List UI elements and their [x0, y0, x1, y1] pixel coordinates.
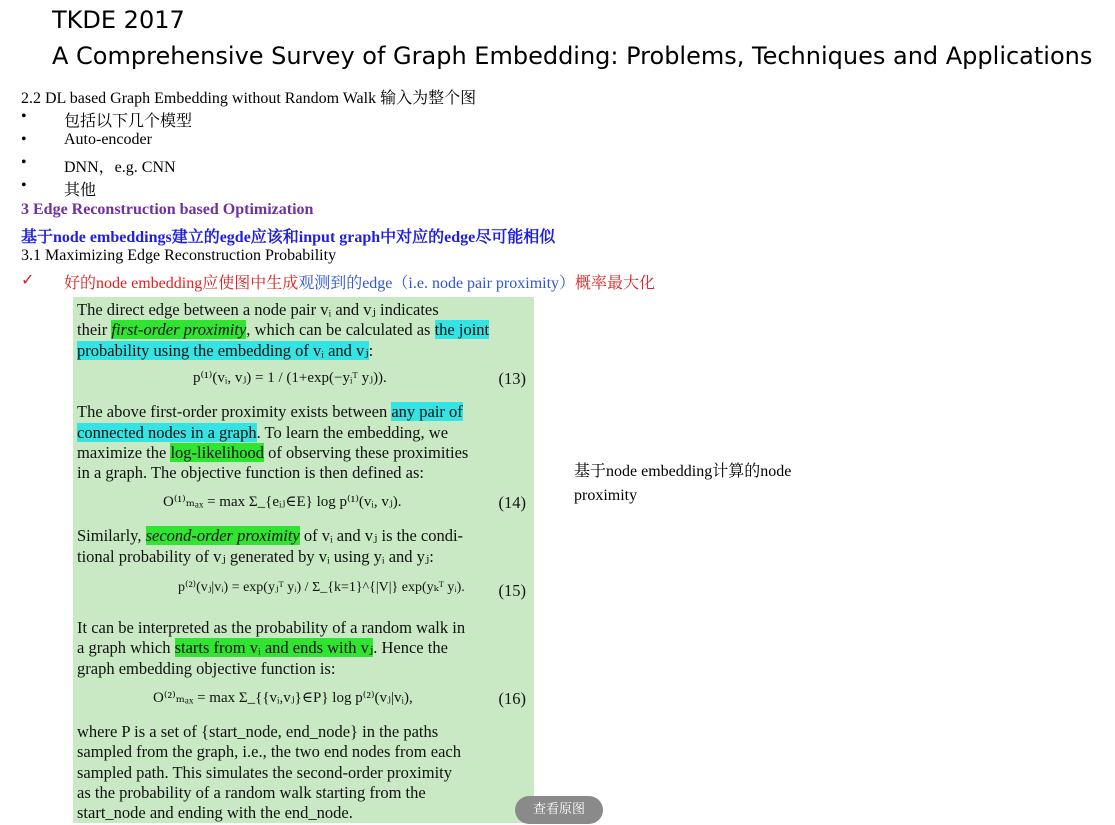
text: of vᵢ and vⱼ is the condi- — [299, 526, 464, 545]
highlight-joint: the joint — [434, 320, 490, 339]
paper-line: The direct edge between a node pair vᵢ and vⱼ indicates — [77, 300, 439, 319]
section-3-heading: 3 Edge Reconstruction based Optimization — [21, 201, 314, 218]
equation-16: O⁽²⁾ₘₐₓ = max Σ_{{vᵢ,vⱼ}∈P} log p⁽²⁾(vⱼ|vᵢ), — [153, 690, 413, 706]
text: , which can be calculated as — [246, 320, 435, 339]
check-item — [21, 270, 656, 292]
paper-line: sampled from the graph, i.e., the two end nodes from each — [77, 742, 461, 761]
equation-15: p⁽²⁾(vⱼ|vᵢ) = exp(yⱼᵀ yᵢ) / Σ_{k=1}^{|V|} exp(yₖᵀ yᵢ). — [178, 580, 465, 595]
text: their — [77, 320, 112, 339]
bullet-marker: • — [21, 108, 27, 125]
paper-excerpt — [73, 297, 534, 823]
equation-14: O⁽¹⁾ₘₐₓ = max Σ_{eᵢⱼ∈E} log p⁽¹⁾(vᵢ, vⱼ). — [163, 494, 402, 510]
bullet-text: DNN，e.g. CNN — [64, 159, 176, 176]
text: . To learn the embedding, we — [256, 423, 449, 442]
text: a graph which — [77, 638, 175, 657]
side-note: 基于node embedding计算的node proximity — [574, 463, 792, 504]
equation-number: (16) — [498, 689, 526, 708]
paper-line — [77, 526, 463, 546]
paper-line: in a graph. The objective function is then defined as: — [77, 463, 425, 482]
highlight-second-order: second-order proximity — [145, 526, 300, 545]
text: of observing these proximities — [263, 443, 469, 462]
paper-title: A Comprehensive Survey of Graph Embedding: Problems, Techniques and Applications — [52, 42, 1093, 70]
equation-number: (15) — [498, 581, 526, 600]
section-3-1-heading: 3.1 Maximizing Edge Reconstruction Probability — [21, 247, 337, 264]
highlight-any-pair: any pair of — [391, 402, 463, 421]
venue-title: TKDE 2017 — [52, 6, 185, 34]
paper-line: start_node and ending with the end_node. — [77, 803, 353, 822]
paper-line — [77, 443, 468, 463]
bullet-text: Auto-encoder — [64, 131, 152, 148]
view-original-button[interactable]: 查看原图 — [515, 796, 603, 824]
paper-line — [77, 638, 448, 658]
paper-line — [77, 320, 489, 340]
bullet-marker: • — [21, 177, 27, 194]
text: The above first-order proximity exists between — [77, 402, 392, 421]
text: Similarly, — [77, 526, 146, 545]
highlight-joint-cont: probability using the embedding of vᵢ and vⱼ — [77, 341, 369, 360]
paper-line: where P is a set of {start_node, end_node} in the paths — [77, 722, 439, 741]
paper-line: tional probability of vⱼ generated by vᵢ using yᵢ and yⱼ: — [77, 547, 434, 566]
text: maximize the — [77, 443, 171, 462]
highlight-connected-nodes: connected nodes in a graph — [77, 423, 257, 442]
highlight-first-order: first-order proximity — [111, 320, 247, 339]
highlight-log-likelihood: log-likelihood — [170, 443, 264, 462]
highlight-starts-from: starts from vᵢ and ends with vⱼ — [174, 638, 374, 657]
equation-13: p⁽¹⁾(vᵢ, vⱼ) = 1 / (1+exp(−yᵢᵀ yⱼ)). — [193, 370, 387, 386]
check-text-part2: 观测到的edge（i.e. node pair proximity） — [298, 275, 576, 292]
paper-line — [77, 423, 448, 443]
equation-number: (14) — [498, 493, 526, 512]
paper-line: sampled path. This simulates the second-order proximity — [77, 763, 452, 782]
bullet-text: 包括以下几个模型 — [64, 113, 193, 130]
bullet-text: 其他 — [64, 182, 97, 199]
check-text-part3: 概率最大化 — [575, 275, 656, 292]
equation-number: (13) — [498, 369, 526, 388]
paper-line: as the probability of a random walk starting from the — [77, 783, 426, 802]
paper-line: graph embedding objective function is: — [77, 659, 336, 678]
check-text-part1: 好的node embedding应使图中生成 — [64, 275, 299, 292]
bullet-marker: • — [21, 154, 27, 171]
paper-line: It can be interpreted as the probability of a random walk in — [77, 618, 466, 637]
paper-line — [77, 341, 373, 361]
text: . Hence the — [373, 638, 448, 657]
paper-line — [77, 402, 463, 422]
check-icon: ✓ — [21, 272, 35, 289]
bullet-marker: • — [21, 131, 27, 148]
section-3-description: 基于node embeddings建立的egde应该和input graph中对应的edge尽可能相似 — [21, 229, 556, 246]
section-2-2-heading: 2.2 DL based Graph Embedding without Random Walk 输入为整个图 — [21, 90, 477, 107]
text: : — [368, 341, 374, 360]
